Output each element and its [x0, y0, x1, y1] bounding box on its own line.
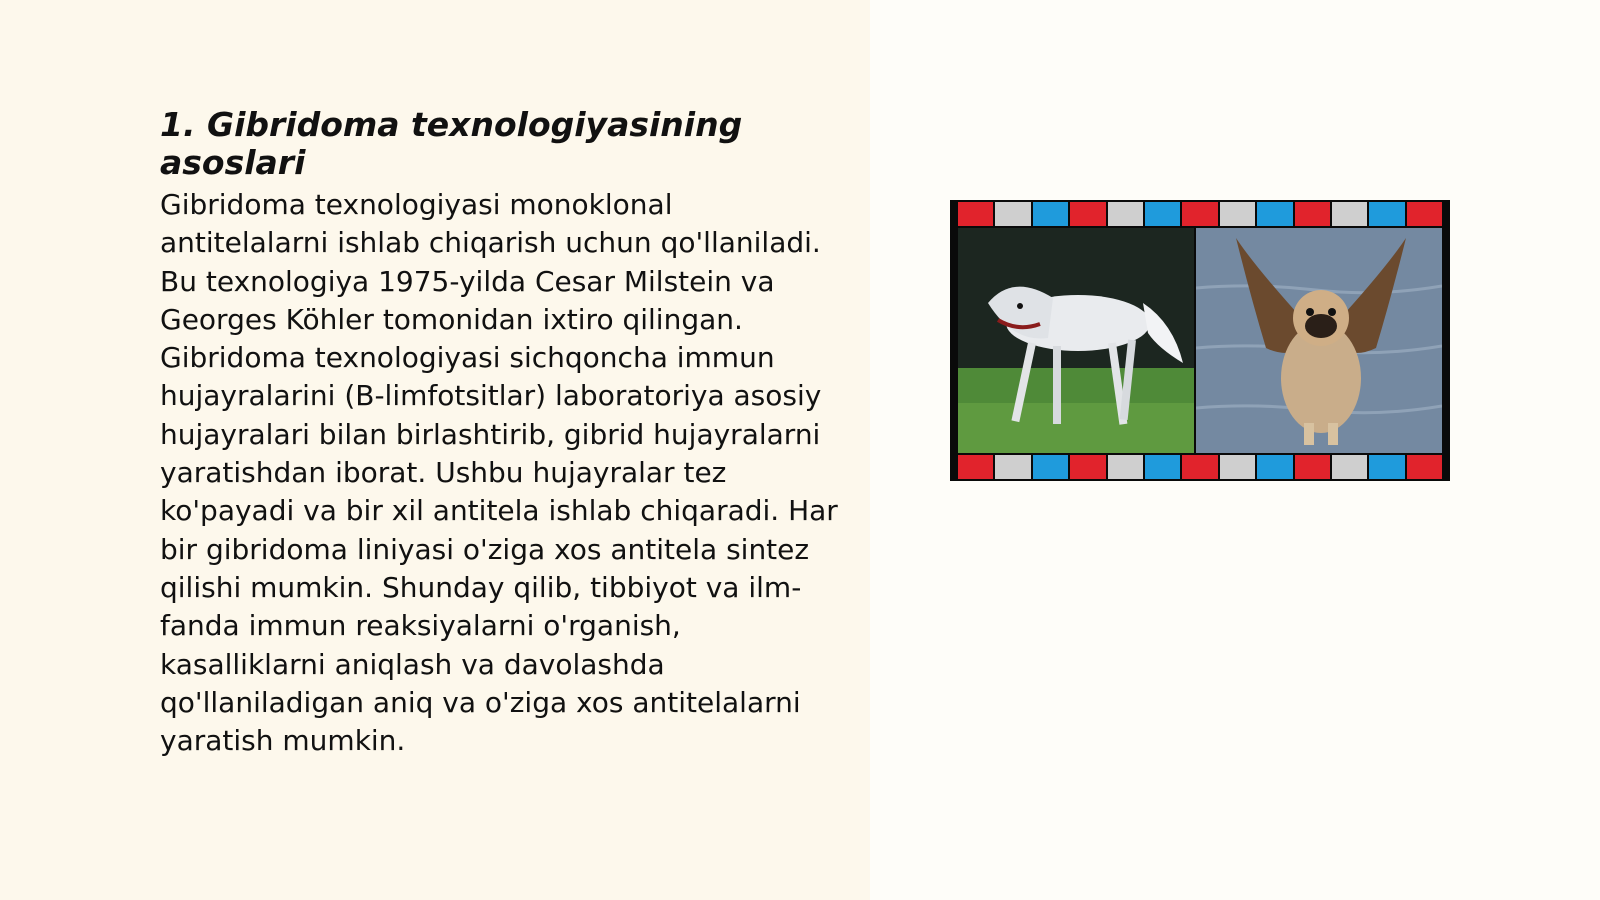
slide-body-text: Gibridoma texnologiyasi monoklonal antitelalarni ishlab chiqarish uchun qo'llaniladi. Bu texnologiya 1975-yilda Cesar Milstein va Georges Köhler tomonidan ixtiro qilingan. Gibridoma texnologiyasi sichqoncha immun hujayralarini (B-limfotsitlar) laboratoriya asosiy hujayralari bilan birlashtirib, gibrid hujayralarni yaratishdan iborat. Ushbu hujayralar tez ko'payadi va bir xil antitela ishlab chiqaradi. Har bir gibridoma liniyasi o'ziga xos antitela sintez qilishi mumkin. Shunday qilib, tibbiyot va ilm-fanda immun reaksiyalarni o'rganish, kasalliklarni aniqlash va davolashda qo'llaniladigan aniq va o'ziga xos antitelalarni yaratish mumkin. [160, 188, 838, 758]
shark-horse-photo [958, 228, 1194, 453]
film-strip-bottom-border [958, 455, 1442, 479]
film-strip-image [950, 200, 1450, 481]
slide-title: 1. Gibridoma texnologiyasining asoslari [160, 105, 743, 182]
pug-bird-photo [1196, 228, 1442, 453]
film-strip-top-border [958, 202, 1442, 226]
